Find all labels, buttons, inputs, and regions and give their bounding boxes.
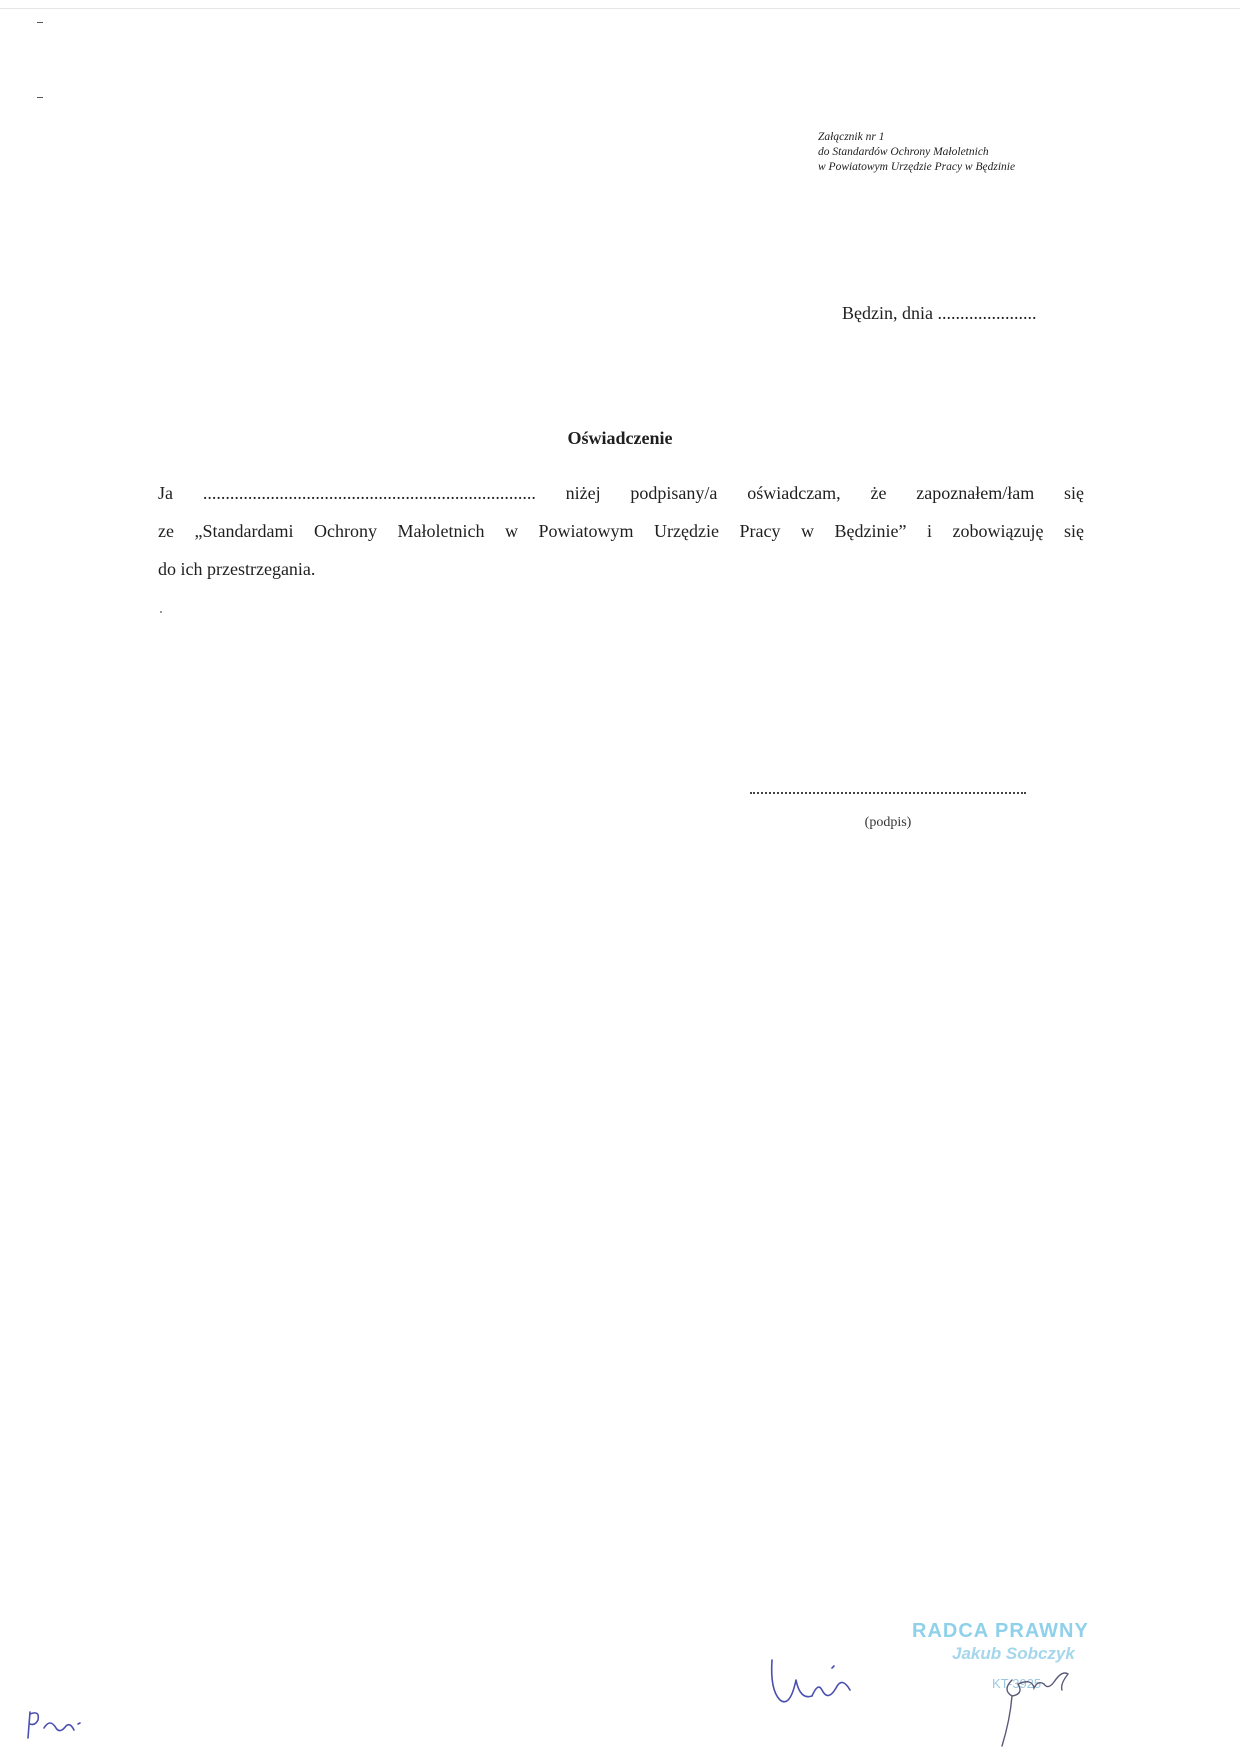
- annex-number: Załącznik nr 1: [818, 131, 885, 143]
- handwritten-initials-center: [772, 1660, 850, 1702]
- signature-label: (podpis): [864, 815, 912, 830]
- declaration-line-2: ze „Standardami Ochrony Małoletnich w Powiatowym Urzędzie Pracy w Będzinie” i zobowiązuję się: [158, 521, 1084, 541]
- place-and-date: Będzin, dnia ......................: [842, 303, 1037, 323]
- initials-bottom-left: [28, 1712, 80, 1738]
- name-blank-field: ..........................................................................: [202, 483, 536, 503]
- counsel-signature: [972, 1650, 1082, 1750]
- legal-counsel-stamp: [912, 1620, 1152, 1750]
- stamp-id: KT-3925: [992, 1676, 1042, 1691]
- stamp-name: Jakub Sobczyk: [952, 1644, 1075, 1663]
- declaration-line-3: do ich przestrzegania.: [158, 559, 316, 579]
- annex-standard: do Standardów Ochrony Małoletnich: [818, 146, 989, 158]
- stamp-title: RADCA PRAWNY: [912, 1620, 1089, 1642]
- declaration-ja: Ja: [158, 483, 173, 503]
- annex-office: w Powiatowym Urzędzie Pracy w Będzinie: [818, 161, 1016, 173]
- declaration-line-1-text: niżej podpisany/a oświadczam, że zapoznałem/łam się: [565, 483, 1085, 503]
- document-title: Oświadczenie: [567, 428, 673, 448]
